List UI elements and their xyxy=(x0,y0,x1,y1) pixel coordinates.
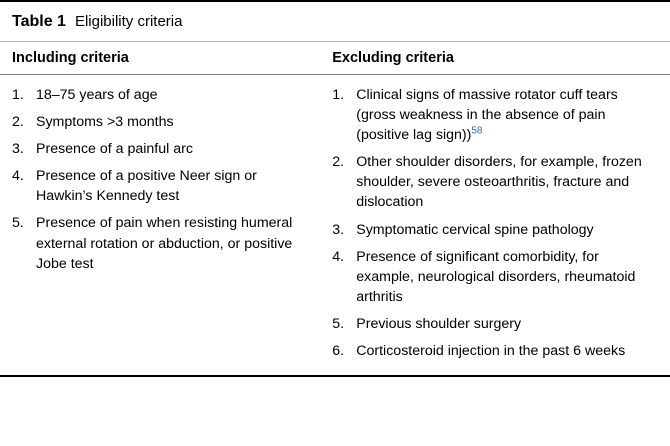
list-item-number: 3. xyxy=(12,140,24,157)
list-item xyxy=(332,85,656,145)
list-item-text: Symptoms >3 months xyxy=(36,113,174,130)
table-title: Eligibility criteria xyxy=(74,13,183,30)
list-item-text: Presence of significant comorbidity, for example, neurological disorders, rheumatoid arthritis xyxy=(356,248,636,305)
including-criteria-cell xyxy=(0,85,318,274)
list-item-text: Corticosteroid injection in the past 6 weeks xyxy=(356,343,626,360)
reference-citation[interactable]: 58 xyxy=(471,125,483,137)
list-item-number: 6. xyxy=(332,343,345,360)
excluding-criteria-cell xyxy=(318,85,670,362)
list-item-text: Other shoulder disorders, for example, frozen shoulder, severe osteoarthritis, fracture and dislocation xyxy=(356,154,642,211)
list-item xyxy=(332,247,656,307)
excluding-criteria-list xyxy=(332,85,656,362)
table-caption xyxy=(0,0,670,42)
list-item-text: Symptomatic cervical spine pathology xyxy=(356,221,594,238)
list-item-number: 1. xyxy=(12,86,24,103)
list-item-body: Clinical signs of massive rotator cuff tears (gross weakness in the absence of pain (positive lag sign)) xyxy=(356,86,618,143)
list-item xyxy=(12,85,308,105)
list-item-number: 3. xyxy=(332,221,345,238)
list-item xyxy=(332,314,656,334)
list-item-number: 5. xyxy=(332,316,345,333)
list-item-number: 4. xyxy=(332,248,345,265)
list-item xyxy=(12,213,308,273)
list-item-text: 18–75 years of age xyxy=(36,86,158,103)
list-item-number: 1. xyxy=(332,86,345,103)
list-item xyxy=(12,112,308,132)
list-item-text: Presence of a positive Neer sign or Hawkin’s Kennedy test xyxy=(36,168,257,205)
list-item-number: 5. xyxy=(12,215,24,232)
table-body-row xyxy=(0,75,670,378)
list-item-number: 4. xyxy=(12,168,24,185)
list-item xyxy=(12,139,308,159)
list-item-number: 2. xyxy=(332,154,345,171)
list-item-number: 2. xyxy=(12,113,24,130)
list-item xyxy=(332,341,656,361)
list-item xyxy=(12,166,308,206)
list-item xyxy=(332,220,656,240)
table-number-label: Table 1 xyxy=(12,13,66,30)
column-header-excluding: Excluding criteria xyxy=(332,49,454,66)
table-header-row xyxy=(0,42,670,75)
list-item xyxy=(332,152,656,212)
list-item-text: Presence of pain when resisting humeral external rotation or abduction, or positive Jobe test xyxy=(36,215,293,272)
including-criteria-list xyxy=(12,85,308,274)
list-item-text: Presence of a painful arc xyxy=(36,140,193,157)
list-item-text xyxy=(356,85,656,145)
list-item-text: Previous shoulder surgery xyxy=(356,316,522,333)
column-header-including: Including criteria xyxy=(12,49,129,66)
